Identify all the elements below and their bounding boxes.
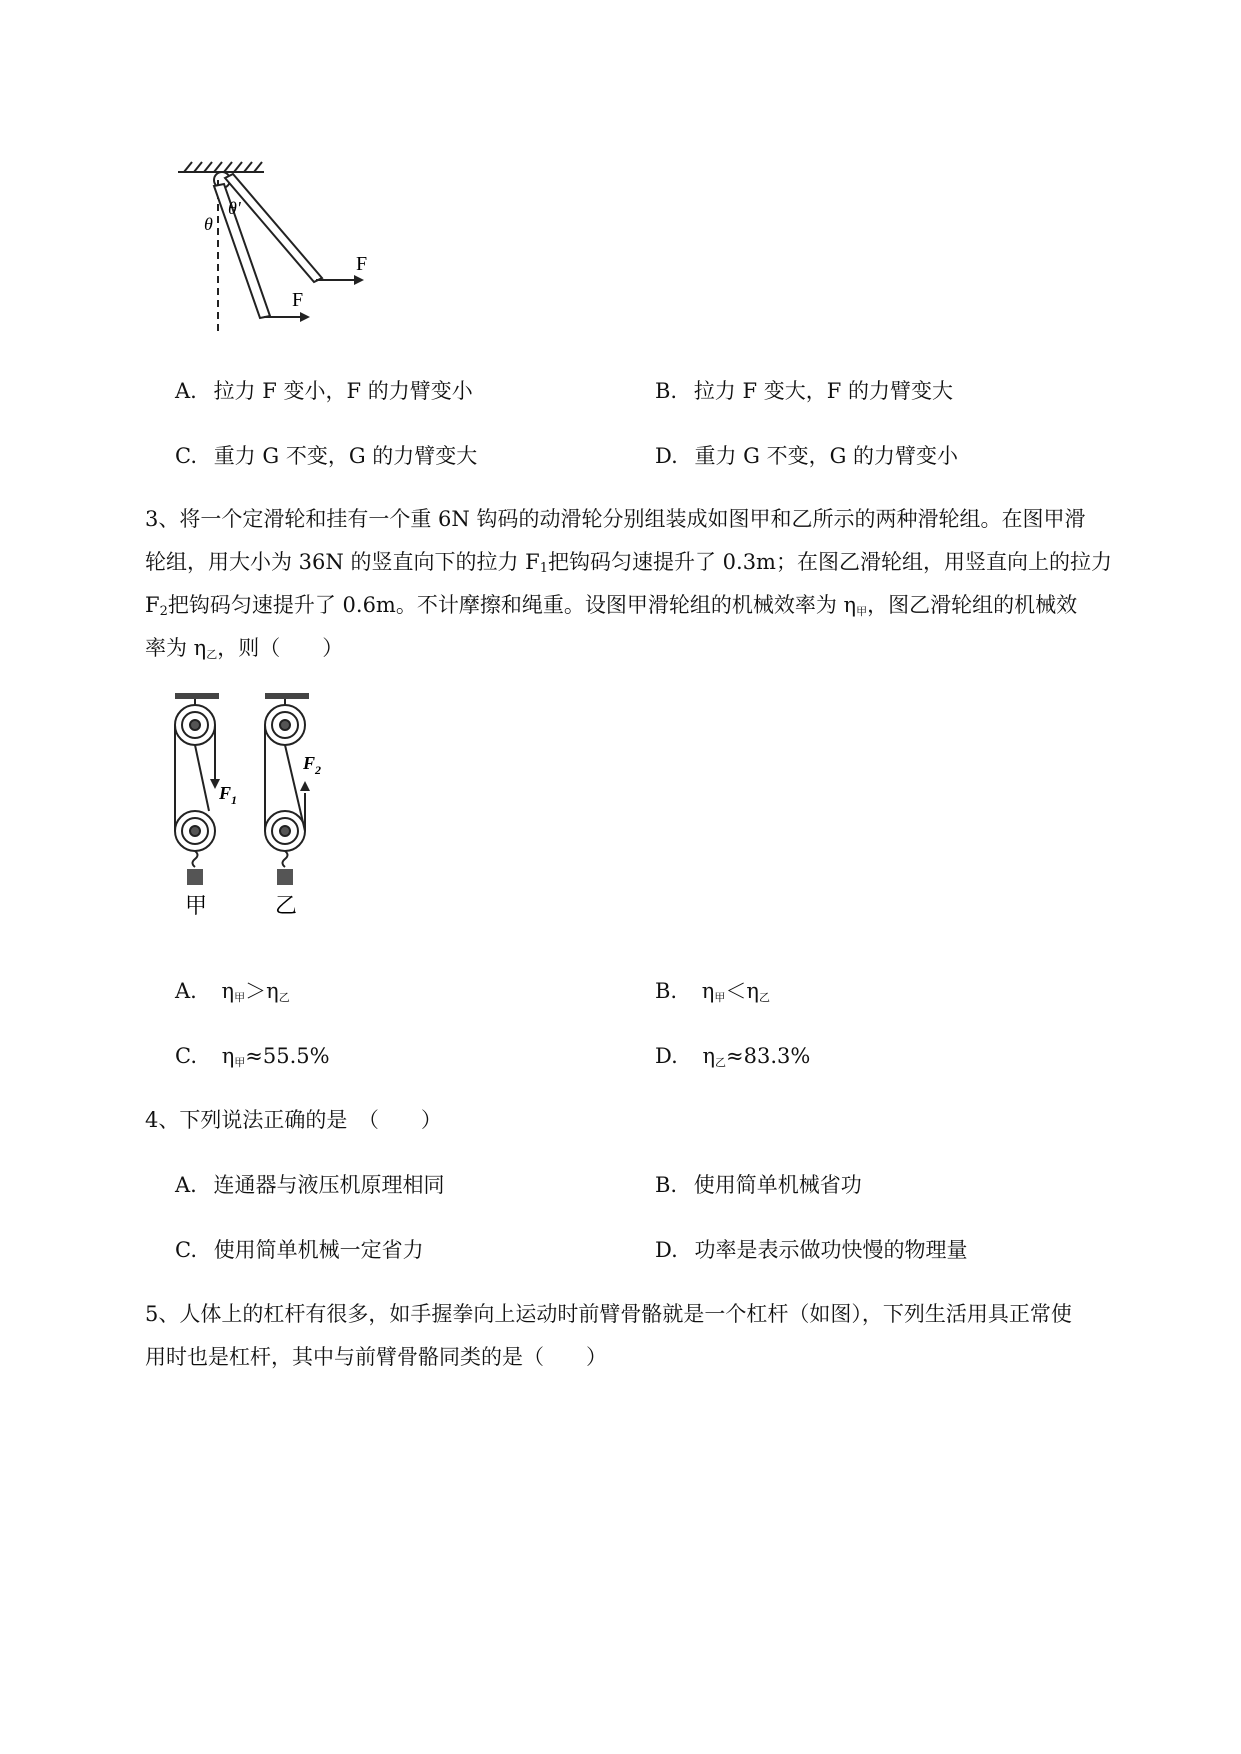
q3-text: 把钩码匀速提升了 0.6m。不计摩擦和绳重。设图甲滑轮组的机械效率为 η — [167, 593, 857, 617]
q3-line-2 — [145, 543, 1145, 581]
force-arrowhead-lower — [300, 312, 310, 322]
option-text: 重力 G 不变，G 的力臂变大 — [213, 444, 478, 468]
q3-text: 把钩码匀速提升了 0.3m；在图乙滑轮组，用竖直向上的拉力 — [547, 550, 1112, 574]
q5-line-1: 5、人体上的杠杆有很多，如手握拳向上运动时前臂骨骼就是一个杠杆（如图），下列生活用具正常使 — [145, 1302, 1072, 1326]
option-text: ＞η — [245, 979, 279, 1003]
q2-option-b — [655, 372, 953, 410]
f2-arrowhead — [300, 781, 310, 791]
q4-option-a — [175, 1166, 445, 1204]
subscript: 甲 — [234, 1056, 246, 1069]
option-text: 功率是表示做功快慢的物理量 — [694, 1238, 968, 1262]
ceiling-hatch — [178, 162, 264, 172]
force-label-lower: F — [292, 289, 304, 311]
option-letter: D. — [655, 444, 678, 468]
option-text: ≈55.5% — [245, 1044, 330, 1068]
option-letter: A. — [175, 1173, 197, 1197]
q3-line-1: 3、将一个定滑轮和挂有一个重 6N 钩码的动滑轮分别组装成如图甲和乙所示的两种滑轮组。在图甲滑 — [145, 507, 1086, 531]
lever-rod-figure — [170, 150, 400, 340]
q5-line-2: 用时也是杠杆，其中与前臂骨骼同类的是（ ） — [145, 1345, 607, 1369]
option-text: ≈83.3% — [726, 1044, 811, 1068]
subscript: 甲 — [714, 991, 726, 1004]
q4-option-b — [655, 1166, 862, 1204]
q3-text: 率为 η — [145, 636, 207, 660]
eta: η — [701, 979, 715, 1003]
subscript: 2 — [159, 604, 168, 619]
option-letter: B. — [655, 979, 678, 1003]
pulley-systems-figure — [165, 685, 345, 945]
q3-option-d — [655, 1037, 810, 1075]
option-letter: B. — [655, 379, 678, 403]
jia-label: 甲 — [185, 893, 208, 918]
q4-option-c — [175, 1231, 424, 1269]
option-letter: B. — [655, 1173, 678, 1197]
q3-option-b — [655, 972, 770, 1010]
subscript: 乙 — [278, 991, 290, 1004]
subscript: 甲 — [234, 991, 246, 1004]
option-text: ＜η — [725, 979, 759, 1003]
yi-label: 乙 — [275, 893, 298, 918]
q3-option-a — [175, 972, 290, 1010]
subscript: 乙 — [206, 648, 218, 661]
q3-text: 轮组，用大小为 36N 的竖直向下的拉力 F — [145, 550, 540, 574]
option-letter: D. — [655, 1238, 678, 1262]
option-letter: A. — [175, 379, 197, 403]
q4-option-d — [655, 1231, 967, 1269]
q3-text: ，则（ ） — [217, 636, 344, 660]
q4-stem: 4、下列说法正确的是 （ ） — [145, 1108, 442, 1132]
option-text: 拉力 F 变小，F 的力臂变小 — [213, 379, 473, 403]
subscript: 甲 — [856, 605, 868, 618]
eta: η — [702, 1044, 716, 1068]
q2-option-a — [175, 372, 473, 410]
option-text: 使用简单机械省功 — [693, 1173, 862, 1197]
q3-stem — [145, 500, 1145, 667]
subscript: 1 — [539, 561, 548, 576]
theta-label: θ — [204, 214, 213, 234]
option-letter: C. — [175, 1044, 197, 1068]
q3-option-c — [175, 1037, 330, 1075]
option-text: 使用简单机械一定省力 — [213, 1238, 424, 1262]
subscript: 乙 — [758, 991, 770, 1004]
f2-label: $F_2$ — [303, 753, 322, 777]
option-letter: A. — [175, 979, 197, 1003]
force-label-upper: F — [356, 253, 368, 275]
f1-label: $F_1$ — [219, 783, 238, 807]
option-letter: D. — [655, 1044, 678, 1068]
option-text: 重力 G 不变，G 的力臂变小 — [694, 444, 959, 468]
q3-text: F — [145, 593, 160, 617]
rod-lower-position — [214, 184, 270, 318]
q3-line-3 — [145, 586, 1145, 624]
option-text: 拉力 F 变大，F 的力臂变大 — [693, 379, 953, 403]
pulley-system-jia — [175, 693, 219, 885]
subscript: 乙 — [715, 1056, 727, 1069]
eta: η — [221, 979, 235, 1003]
force-arrowhead-upper — [354, 275, 364, 285]
option-letter: C. — [175, 1238, 197, 1262]
q5-stem — [145, 1295, 1145, 1376]
eta: η — [221, 1044, 235, 1068]
option-letter: C. — [175, 444, 197, 468]
q3-text: ，图乙滑轮组的机械效 — [867, 593, 1078, 617]
theta-prime-label: θ' — [228, 198, 241, 218]
q2-option-c — [175, 437, 477, 475]
q2-option-d — [655, 437, 958, 475]
q3-line-4 — [145, 629, 1145, 667]
option-text: 连通器与液压机原理相同 — [213, 1173, 445, 1197]
